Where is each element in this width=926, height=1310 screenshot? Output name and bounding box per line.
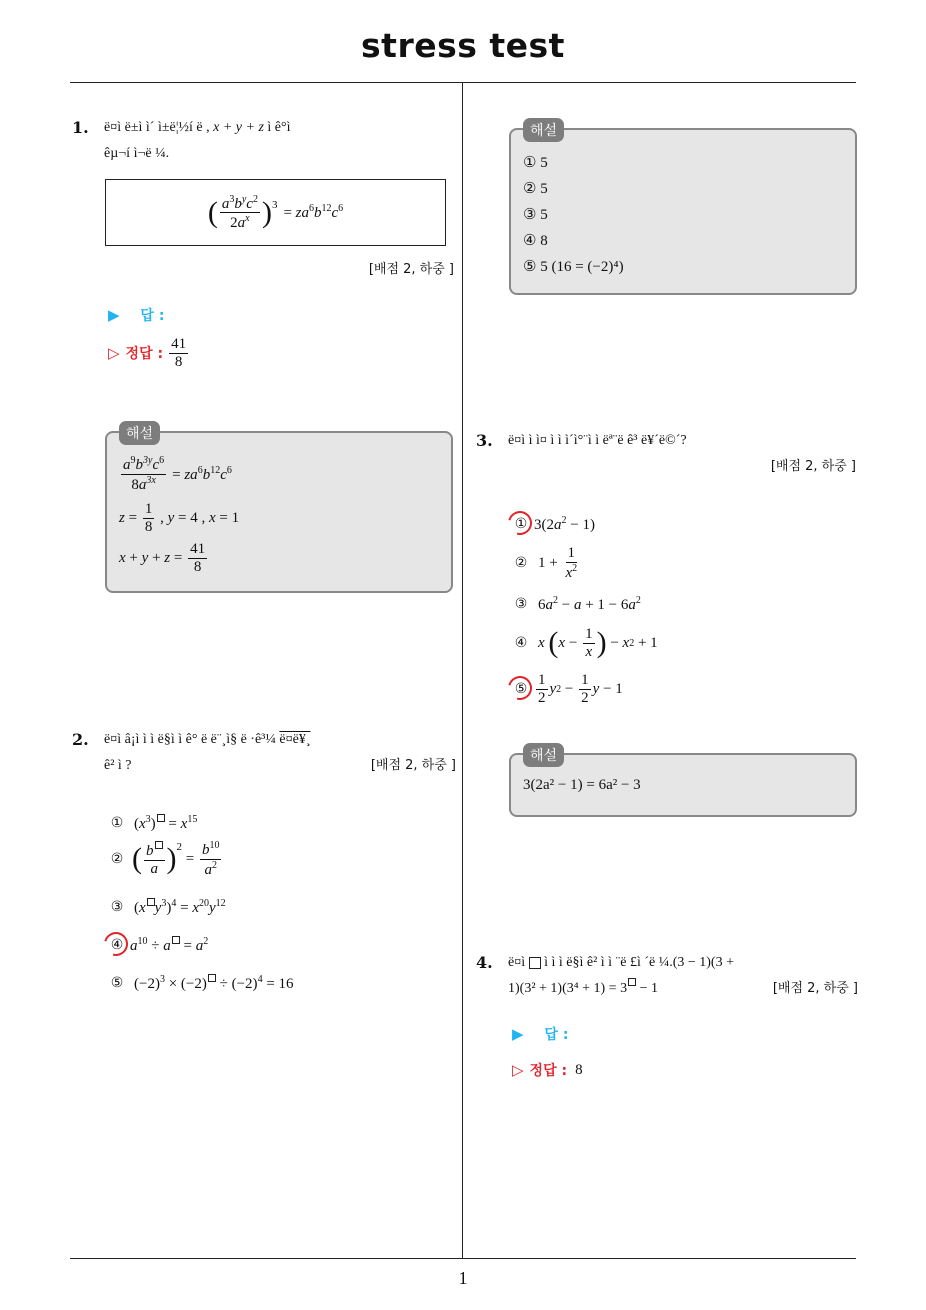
vars-expression: x + y + z bbox=[213, 120, 264, 135]
question-4: 4. ë¤ì ì ì ì ë§ì ê² ì ì ¨ë £ì ´ë ¼.(3 − 1)(3 + 1)(3² + 1)(3⁴ + 1) = 3 − 1 [배점 2, 하중 ] bbox=[476, 950, 858, 1002]
choice-2[interactable]: ② 1 + $\frac{1}{x^2}$ bbox=[514, 545, 578, 581]
selected-mark-icon bbox=[100, 928, 133, 961]
choice-2[interactable]: ② ( $\frac{b}{a}$ ) 2 = $\frac{b^{10}}{a^2}$ bbox=[110, 840, 220, 878]
q4-answer-row[interactable]: ▶ 답 : bbox=[512, 1025, 569, 1043]
play-icon: ▶ bbox=[512, 1025, 524, 1043]
question-number: 1. bbox=[72, 118, 89, 137]
given-formula-box: ( $\frac{a^3b^yc^2}{2a^x}$ ) 3 = $za^6b^{12}c^6$ bbox=[105, 179, 446, 246]
choice-5[interactable]: ⑤ $(-2)^3 \times (-2) \div (-2)^4 = 16$ bbox=[110, 973, 294, 992]
choice-3[interactable]: ③ (x $y^3)^4 = x^{20}y^{12}$ bbox=[110, 897, 226, 916]
choice-4[interactable]: ④ $a^{10} \div a = a^2$ bbox=[108, 934, 294, 956]
selected-mark-icon bbox=[504, 507, 537, 540]
explanation-tag: 해설 bbox=[523, 743, 564, 767]
explanation-box-q3 bbox=[509, 748, 857, 817]
choice-4[interactable]: ④ x ( x − $\frac{1}{x}$ ) − x 2 + 1 bbox=[514, 626, 658, 660]
q1-meta: [배점 2, 하중 ] bbox=[368, 262, 454, 277]
selected-mark-icon bbox=[504, 672, 537, 705]
q4-meta: [배점 2, 하중 ] bbox=[772, 981, 858, 996]
q1-answer-row[interactable]: ▶ 답 : bbox=[108, 306, 165, 324]
triangle-outline-icon: ▷ bbox=[108, 344, 120, 362]
q4-correct-row: ▷ 정답 : 8 bbox=[512, 1061, 583, 1079]
explanation-box-top: 해설 ① 5 ② 5 ③ 5 ④ 8 ⑤ 5 (16 = (−2)⁴) bbox=[509, 128, 857, 295]
triangle-outline-icon: ▷ bbox=[512, 1061, 524, 1079]
question-1: 1. ë¤ì ë±ì ì´ ì±ë¦½í ë , x + y + z ì ê°ì êµ¬í ì¬ë ¼. bbox=[72, 115, 457, 167]
explanation-q3-text: 3(2a² − 1) = 6a² − 3 bbox=[523, 777, 641, 793]
question-3: 3. ë¤ì ì ì¤ ì ì ì´ì°¨ì ì ëª¨ë ê³ ë¥´ë©´? [배점 2, 하중 ] bbox=[476, 428, 856, 480]
choice-3[interactable]: ③ $6a^2 - a + 1 - 6a^2$ bbox=[514, 594, 641, 613]
header-divider bbox=[70, 82, 856, 83]
question-number: 2. bbox=[72, 730, 89, 749]
explanation-box-q1: 해설 $\frac{a^9b^{3y}c^6}{8a^{3x}}$ = $za^6b^{12}c^6$ z = $\frac{1}{8}$ , y = 4 , x = 1 x + y + z = $\frac{41}{8}$ bbox=[105, 431, 453, 593]
choice-1[interactable]: ① $3(2a^2 - 1)$ bbox=[512, 513, 658, 535]
q1-correct-row: ▷ 정답 : $\frac{41}{8}$ bbox=[108, 336, 187, 370]
page-title: stress test bbox=[361, 26, 565, 65]
choice-5[interactable]: ⑤ $\frac{1}{2}$ y 2 − $\frac{1}{2}$ y − 1 bbox=[512, 669, 658, 709]
explanation-tag: 해설 bbox=[523, 118, 564, 142]
q2-meta: [배점 2, 하중 ] bbox=[370, 758, 456, 773]
blank-box-icon bbox=[529, 957, 541, 969]
explanation-tag: 해설 bbox=[119, 421, 160, 445]
choice-1[interactable]: ① $(x^3) = x^{15}$ bbox=[110, 813, 198, 832]
q3-meta: [배점 2, 하중 ] bbox=[770, 459, 856, 474]
q2-choices bbox=[108, 812, 294, 994]
question-2: 2. ë¤ì â¡ì ì ì ë§ì ì ê° ë ë¨¸ì§ ë ·ê³¼ ë¤ë¥¸ ê² ì ? [배점 2, 하중 ] bbox=[72, 727, 457, 779]
q3-choices bbox=[512, 513, 658, 709]
question-number: 3. bbox=[476, 431, 493, 450]
page-number: 1 bbox=[458, 1268, 468, 1288]
play-icon: ▶ bbox=[108, 306, 120, 324]
column-divider bbox=[462, 83, 463, 1258]
question-number: 4. bbox=[476, 953, 493, 972]
footer-divider bbox=[70, 1258, 856, 1259]
